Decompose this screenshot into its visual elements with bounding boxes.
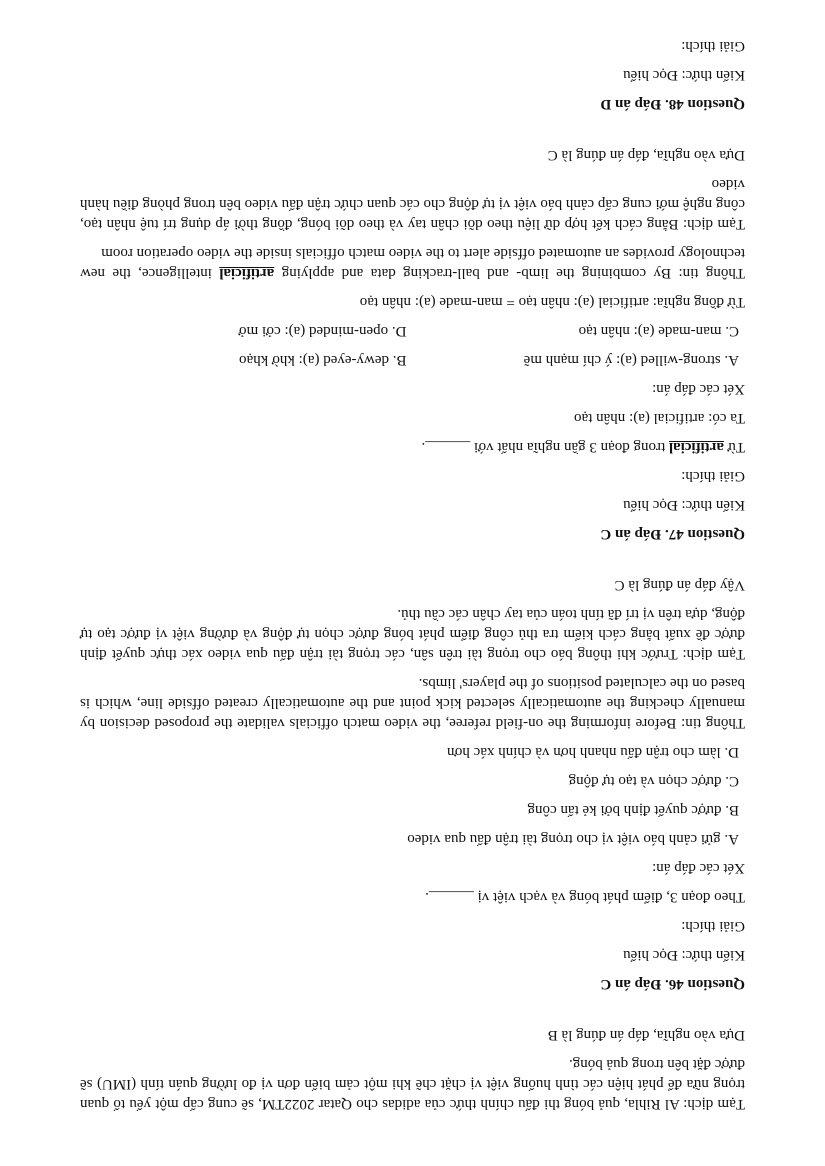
q47-question-post: trong đoạn 3 gần nghĩa nhất với ______.: [421, 439, 669, 455]
q48-knowledge: Kiến thức: Đọc hiểu: [623, 67, 745, 83]
q47-question-pre: Từ: [723, 439, 745, 455]
q48-explain-label: Giải thích:: [681, 38, 745, 54]
q46-heading: Question 46. Đáp án C: [600, 976, 745, 992]
q46-option-c: C. được chọn và tạo tự động: [568, 773, 739, 789]
q45-conclusion: Dựa vào nghĩa, đáp án đúng là B: [547, 1027, 745, 1043]
q46-translation: Tạm dịch: Trước khi thông báo cho trọng tài trên sân, các trọng tài trận đấu qua video xác thực quyết định được đề xuất bằng cách kiểm tra thủ công điểm phát bóng được chọn tự động và đường việt vị được tạo tự động, dựa trên vị trí đã tính toán của tay chân các cầu thủ.: [80, 606, 745, 662]
q46-question: Theo đoạn 3, điểm phát bóng và vạch việt vị ______.: [425, 889, 745, 905]
q46-conclusion: Vậy đáp án đúng là C: [614, 577, 745, 593]
page-content: [80, 27, 745, 1114]
q48-heading: Question 48. Đáp án D: [600, 96, 745, 112]
q47-option-c: C. man-made (a): nhân tạo: [578, 323, 739, 339]
q47-options-row-1: [80, 350, 745, 370]
q47-info: [80, 243, 745, 283]
q47-info-word: artificial: [219, 265, 275, 281]
q46-knowledge: Kiến thức: Đọc hiểu: [623, 947, 745, 963]
q46-option-a: A. gửi cảnh báo việt vị cho trọng tài trận đấu qua video: [407, 831, 739, 847]
q47-have: Ta có: artificial (a): nhân tạo: [574, 410, 745, 426]
q47-conclusion: Dựa vào nghĩa, đáp án đúng là C: [547, 147, 745, 163]
q46-options-intro: Xét các đáp án:: [652, 860, 745, 876]
q47-option-b: B. dewy-eyed (a): khờ khạo: [239, 352, 407, 368]
q47-options-intro: Xét các đáp án:: [652, 381, 745, 397]
q47-explain-label: Giải thích:: [681, 468, 745, 484]
q47-translation: Tạm dịch: Bằng cách kết hợp dữ liệu theo dõi chân tay và theo dõi bóng, đồng thời áp dụng trí tuệ nhân tạo, công nghệ mới cung cấp cảnh báo việt vị tự động cho các quan chức trận đấu video bên trong phòng điều hành video: [80, 176, 745, 232]
q47-synonym: Từ đồng nghĩa: artificial (a): nhân tạo = man-made (a): nhân tạo: [359, 294, 745, 310]
q47-knowledge: Kiến thức: Đọc hiểu: [623, 497, 745, 513]
q45-translation: Tạm dịch: Al Rihla, quả bóng thi đấu chính thức của adidas cho Qatar 2022TM, sẽ cung cấp một yếu tố quan trọng nữa để phát hiện các tình huống việt vị chặt chẽ khi một cảm biến đơn vị đo lường quán tính (IMU) sẽ được đặt bên trong quả bóng.: [80, 1056, 745, 1112]
q47-question: [80, 437, 745, 457]
q47-question-word: artificial: [668, 439, 724, 455]
q47-heading: Question 47. Đáp án C: [600, 526, 745, 542]
q46-option-d: D. làm cho trận đấu nhanh hơn và chính xác hơn: [446, 744, 739, 760]
q46-info: Thông tin: Before informing the on-field referee, the video match officials validate the proposed decision by manually checking the automatically selected kick point and the automatically created offside line, which is based on the calculated positions of the players' limbs.: [80, 675, 745, 731]
q47-options-row-2: [80, 321, 745, 341]
q47-info-post: intelligence, the new technology provides an automated offside alert to the video match officials inside the video operation room: [80, 245, 745, 281]
q46-explain-label: Giải thích:: [681, 918, 745, 934]
q47-info-pre: Thông tin: By combining the limb- and ball-tracking data and applying: [274, 265, 745, 281]
q47-option-d: D. open-minded (a): cởi mở: [238, 323, 407, 339]
q46-option-b: B. được quyết định bởi kẻ tấn công: [527, 802, 739, 818]
q47-option-a: A. strong-willed (a): ý chí mạnh mẽ: [523, 352, 739, 368]
